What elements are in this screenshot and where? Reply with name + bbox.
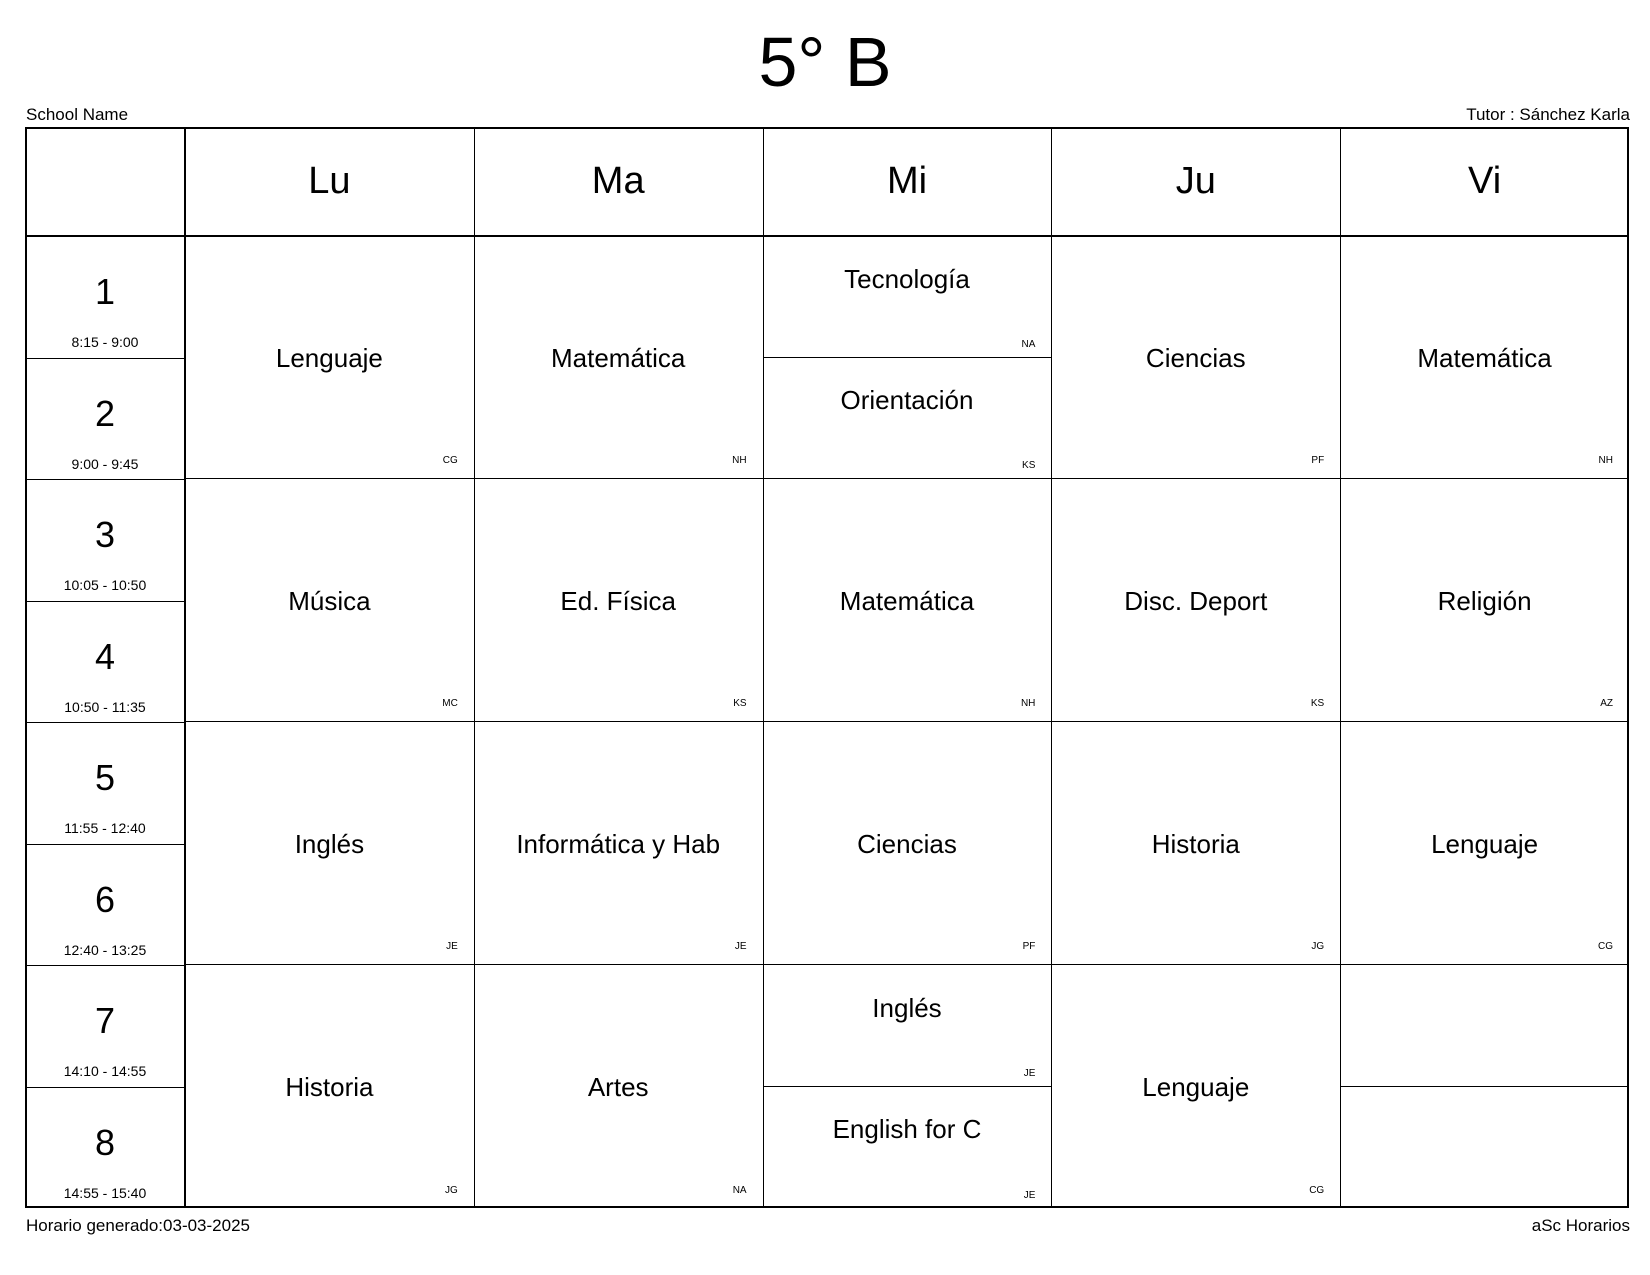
period-7 [27, 965, 183, 1087]
lesson-cell [1340, 1087, 1629, 1209]
lesson-teacher: JG [1311, 941, 1325, 952]
lesson-cell [185, 236, 474, 479]
lesson-subject: Historia [285, 1071, 374, 1102]
lesson-subject: Ed. Física [560, 585, 676, 616]
lesson-cell [1340, 236, 1629, 479]
period-time: 12:40 - 13:25 [63, 941, 147, 958]
lesson-teacher: NA [1021, 338, 1036, 350]
lesson-cell [185, 722, 474, 965]
lesson-cell [763, 236, 1052, 358]
period-time: 14:55 - 15:40 [63, 1184, 147, 1201]
lesson-teacher: KS [1022, 460, 1036, 471]
lesson-teacher: NA [732, 1185, 747, 1196]
lesson-teacher: NH [1598, 455, 1613, 466]
period-time: 8:15 - 9:00 [71, 334, 139, 350]
lesson-cell [763, 722, 1052, 965]
lesson-teacher: JG [445, 1185, 458, 1196]
lesson-cell [763, 358, 1052, 480]
lesson-cell [763, 965, 1052, 1087]
period-number: 6 [94, 878, 116, 920]
lesson-cell [185, 965, 474, 1208]
lesson-subject: Orientación [840, 385, 974, 416]
period-time: 14:10 - 14:55 [63, 1063, 147, 1079]
lesson-cell [1051, 965, 1340, 1208]
period-number: 8 [94, 1121, 116, 1163]
period-number: 1 [94, 271, 116, 312]
lesson-teacher: JE [446, 941, 458, 952]
period-number: 3 [94, 514, 116, 555]
lesson-teacher: KS [733, 698, 747, 709]
lesson-teacher: JE [1023, 1067, 1036, 1079]
lesson-teacher: JE [734, 941, 747, 952]
page-title: 5° B [758, 23, 892, 101]
lesson-subject: Música [288, 585, 371, 616]
day-header-mi: Mi [886, 160, 928, 202]
lesson-teacher: MC [442, 698, 458, 709]
day-header-lu: Lu [308, 160, 351, 202]
lesson-cell [1340, 479, 1629, 722]
lesson-subject: Lenguaje [275, 342, 383, 373]
period-time: 11:55 - 12:40 [64, 820, 146, 836]
lesson-cell [1051, 722, 1340, 965]
day-header-ma: Ma [591, 160, 645, 202]
lesson-teacher: JE [1023, 1190, 1036, 1201]
period-5 [27, 722, 183, 844]
period-time: 9:00 - 9:45 [71, 455, 139, 472]
lesson-subject: Artes [587, 1071, 649, 1102]
period-4 [27, 601, 183, 723]
tutor-label: Tutor : Sánchez Karla [1466, 105, 1630, 124]
period-number: 2 [94, 392, 116, 434]
lesson-teacher: PF [1022, 941, 1036, 952]
day-header-ju: Ju [1175, 160, 1216, 202]
day-header-vi: Vi [1468, 160, 1502, 202]
lesson-cell [1340, 722, 1629, 965]
lesson-cell [474, 965, 763, 1208]
lesson-cell [185, 479, 474, 722]
lesson-cell [763, 479, 1052, 722]
lesson-subject: Ciencias [857, 828, 957, 859]
lesson-cell [1051, 479, 1340, 722]
lesson-subject: Ciencias [1145, 342, 1246, 373]
lesson-subject: Inglés [294, 828, 365, 859]
lesson-teacher: CG [1597, 941, 1613, 952]
lesson-subject: Lenguaje [1142, 1071, 1250, 1102]
lesson-subject: Tecnología [844, 263, 970, 294]
lesson-teacher: NH [732, 455, 747, 466]
school-name: School Name [26, 105, 129, 124]
lesson-subject: Religión [1437, 585, 1532, 616]
app-credit: aSc Horarios [1531, 1216, 1630, 1235]
lesson-cell [1051, 236, 1340, 479]
lesson-subject: Matemática [551, 342, 686, 373]
period-number: 7 [94, 1000, 116, 1041]
lesson-teacher: CG [1309, 1185, 1325, 1196]
lesson-cell [1340, 965, 1629, 1087]
lesson-cell [474, 236, 763, 479]
lesson-subject: Matemática [1417, 342, 1552, 373]
lesson-cell [474, 479, 763, 722]
lesson-subject: Inglés [872, 992, 942, 1023]
period-6 [27, 844, 183, 966]
lesson-subject: Disc. Deport [1124, 585, 1268, 616]
generated-date: Horario generado:03-03-2025 [26, 1216, 250, 1235]
period-2 [27, 358, 183, 480]
lesson-cell [474, 722, 763, 965]
period-number: 4 [94, 635, 116, 677]
lesson-subject: Historia [1151, 828, 1240, 859]
lesson-teacher: AZ [1600, 698, 1613, 709]
period-3 [27, 479, 183, 601]
lesson-teacher: CG [442, 455, 458, 466]
period-time: 10:05 - 10:50 [63, 577, 147, 593]
period-number: 5 [94, 757, 116, 798]
lesson-teacher: PF [1311, 455, 1325, 466]
lesson-subject: Lenguaje [1431, 828, 1539, 859]
period-time: 10:50 - 11:35 [64, 698, 146, 715]
period-8 [27, 1087, 183, 1209]
lesson-subject: Matemática [839, 585, 975, 616]
lesson-teacher: NH [1020, 698, 1036, 709]
lesson-subject: Informática y Hab [516, 828, 721, 859]
lesson-teacher: KS [1310, 698, 1325, 709]
period-1 [27, 236, 183, 358]
lesson-subject: English for C [832, 1114, 982, 1145]
lesson-cell [763, 1087, 1052, 1209]
